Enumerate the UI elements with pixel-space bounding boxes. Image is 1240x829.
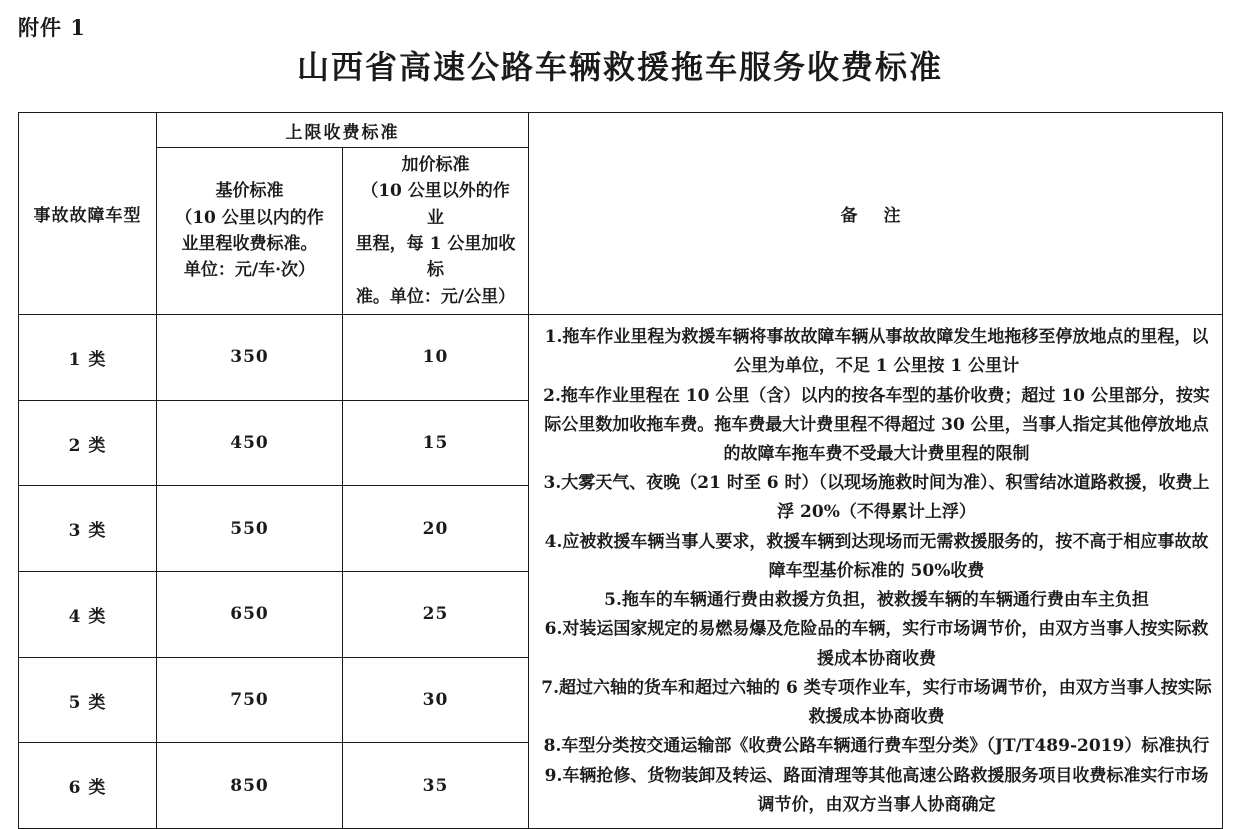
column-header-extra-price: [343, 148, 529, 315]
base-price-line-2: （10 公里以内的作: [175, 207, 324, 228]
cell-extra-price: 10: [343, 315, 529, 401]
cell-vehicle-type: 5 类: [19, 657, 157, 743]
cell-vehicle-type: 3 类: [19, 486, 157, 572]
cell-extra-price: 25: [343, 572, 529, 658]
cell-base-price: 850: [157, 743, 343, 829]
attachment-label: 附件 1: [18, 15, 86, 40]
note-item: 4.应被救援车辆当事人要求，救援车辆到达现场而无需救援服务的，按不高于相应事故故障车型基价标准的 50%收费: [544, 531, 1209, 581]
page-title: 山西省高速公路车辆救援拖车服务收费标准: [296, 48, 943, 86]
base-price-line-4: 单位：元/车·次）: [183, 260, 316, 281]
table-header-row-1: [19, 113, 1223, 148]
note-item: 7.超过六轴的货车和超过六轴的 6 类专项作业车，实行市场调节价，由双方当事人按实际救援成本协商收费: [541, 677, 1212, 728]
cell-vehicle-type: 6 类: [19, 743, 157, 829]
cell-vehicle-type: 2 类: [19, 400, 157, 486]
note-item: 8.车型分类按交通运输部《收费公路车辆通行费车型分类》（JT/T489-2019）标准执行: [543, 736, 1210, 757]
base-price-line-1: 基价标准: [215, 181, 284, 202]
cell-vehicle-type: 1 类: [19, 315, 157, 401]
cell-vehicle-type: 4 类: [19, 572, 157, 658]
cell-extra-price: 35: [343, 743, 529, 829]
cell-extra-price: 30: [343, 657, 529, 743]
column-header-remarks: 备 注: [529, 113, 1223, 315]
extra-price-line-2: （10 公里以外的作业: [361, 181, 510, 228]
cell-base-price: 550: [157, 486, 343, 572]
fee-standard-table: [18, 112, 1223, 829]
column-header-base-price: [157, 148, 343, 315]
table-row: [19, 315, 1223, 401]
cell-extra-price: 20: [343, 486, 529, 572]
cell-base-price: 750: [157, 657, 343, 743]
cell-base-price: 450: [157, 400, 343, 486]
remarks-cell: [529, 315, 1223, 829]
extra-price-line-1: 加价标准: [401, 155, 470, 175]
cell-base-price: 350: [157, 315, 343, 401]
note-item: 2.拖车作业里程在 10 公里（含）以内的按各车型的基价收费；超过 10 公里部分，按实际公里数加收拖车费。拖车费最大计费里程不得超过 30 公里，当事人指定其他停放地点的故障车拖车费不受最大计费里程的限制: [543, 385, 1210, 464]
note-item: 5.拖车的车辆通行费由救援方负担，被救援车辆的车辆通行费由车主负担: [604, 590, 1149, 611]
column-header-upper-limit: 上限收费标准: [157, 113, 529, 148]
cell-base-price: 650: [157, 572, 343, 658]
note-item: 3.大雾天气、夜晚（21 时至 6 时）（以现场施救时间为准）、积雪结冰道路救援，收费上浮 20%（不得累计上浮）: [543, 473, 1210, 523]
note-item: 9.车辆抢修、货物装卸及转运、路面清理等其他高速公路救援服务项目收费标准实行市场调节价，由双方当事人协商确定: [544, 765, 1209, 815]
extra-price-line-4: 准。单位：元/公里）: [355, 286, 516, 307]
cell-extra-price: 15: [343, 400, 529, 486]
extra-price-line-3: 里程，每 1 公里加收标: [355, 234, 516, 281]
note-item: 6.对装运国家规定的易燃易爆及危险品的车辆，实行市场调节价，由双方当事人按实际救援成本协商收费: [544, 619, 1209, 669]
base-price-line-3: 业里程收费标准。: [181, 234, 318, 255]
column-header-vehicle-type: 事故故障车型: [19, 113, 157, 315]
note-item: 1.拖车作业里程为救援车辆将事故故障车辆从事故故障发生地拖移至停放地点的里程，以公里为单位，不足 1 公里按 1 公里计: [544, 327, 1209, 377]
